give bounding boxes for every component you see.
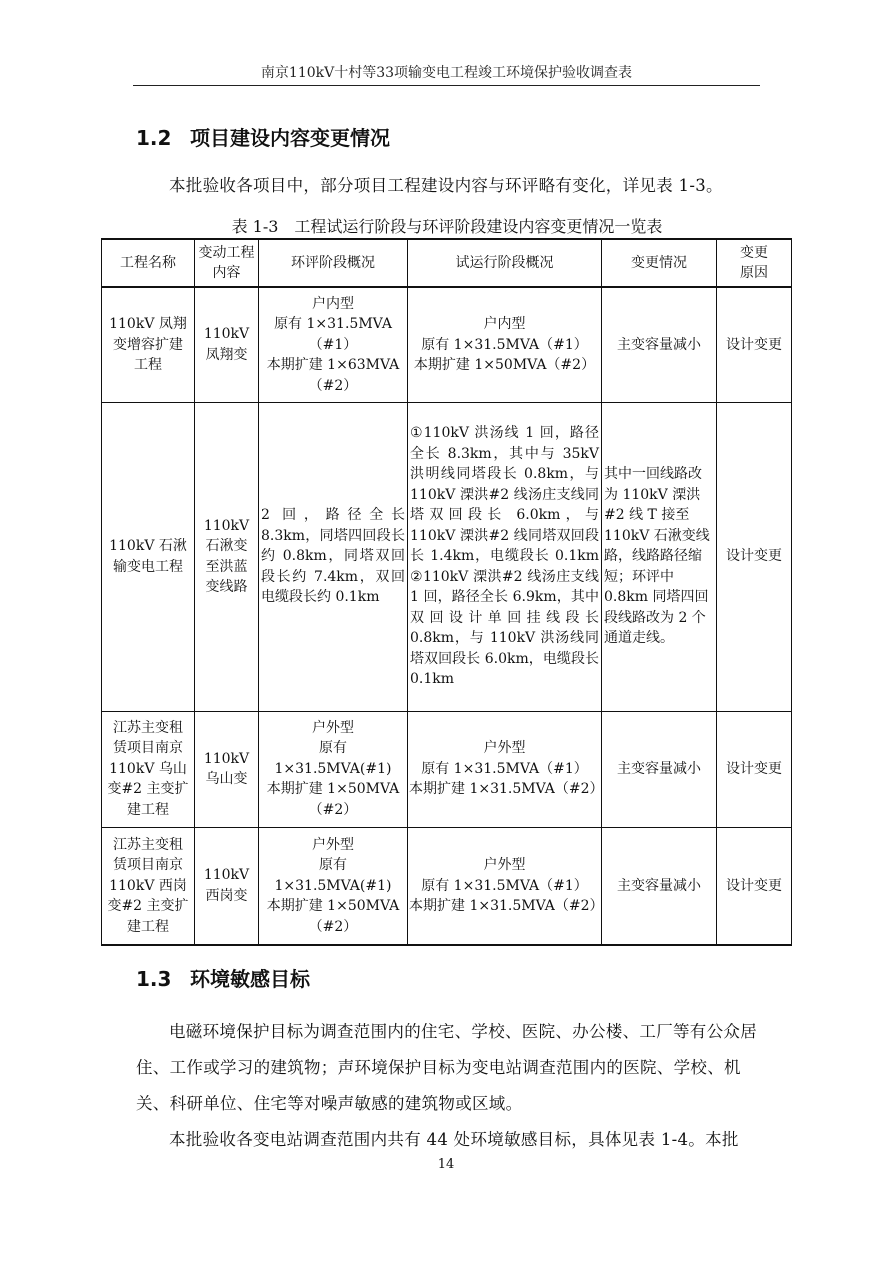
cell-item: 110kV 乌山变	[195, 711, 259, 827]
col-header-eia: 环评阶段概况	[259, 239, 408, 287]
cell-eia: 户内型 原有 1×31.5MVA （#1） 本期扩建 1×63MVA （#2）	[259, 287, 408, 402]
table-row	[102, 827, 792, 945]
section-1-2-heading	[136, 122, 390, 151]
col-header-changed-item: 变动工程 内容	[195, 239, 259, 287]
section-number: 1.2	[136, 126, 172, 150]
table-caption: 表 1-3 工程试运行阶段与环评阶段建设内容变更情况一览表	[231, 217, 663, 236]
change-table	[101, 238, 792, 946]
cell-eia: 2 回，路径全长 8.3km，同塔四回段长约 0.8km，同塔双回段长约 7.4km，双回电缆段长约 0.1km	[259, 402, 408, 711]
cell-reason: 设计变更	[717, 711, 792, 827]
page-number: 14	[437, 1157, 455, 1172]
cell-eia: 户外型 原有 1×31.5MVA(#1) 本期扩建 1×50MVA （#2）	[259, 827, 408, 945]
cell-item: 110kV 石湫变 至洪蓝 变线路	[195, 402, 259, 711]
cell-project: 110kV 凤翔 变增容扩建 工程	[102, 287, 195, 402]
cell-reason: 设计变更	[717, 287, 792, 402]
cell-trial: 户内型 原有 1×31.5MVA（#1） 本期扩建 1×50MVA（#2）	[408, 287, 602, 402]
cell-trial: 户外型 原有 1×31.5MVA（#1） 本期扩建 1×31.5MVA（#2）	[408, 711, 602, 827]
table-row	[102, 711, 792, 827]
cell-trial: ①110kV 洪汤线 1 回，路径全长 8.3km，其中与 35kV 洪明线同塔段长 0.8km，与 110kV 溧洪#2 线汤庄支线同塔双回段长 6.0km，与 110kV 溧洪#2 线同塔双回段长 1.4km，电缆段长 0.1km ②110kV 溧洪#2 线汤庄支线 1 回，路径全长 6.9km，其中双回设计单回挂线段长 0.8km，与 110kV 洪汤线同塔双回段长 6.0km，电缆段长 0.1km	[408, 402, 602, 711]
cell-trial: 户外型 原有 1×31.5MVA（#1） 本期扩建 1×31.5MVA（#2）	[408, 827, 602, 945]
cell-reason: 设计变更	[717, 402, 792, 711]
sensitive-count-paragraph: 本批验收各变电站调查范围内共有 44 处环境敏感目标，具体见表 1-4。本批	[169, 1130, 739, 1149]
cell-change: 主变容量减小	[602, 287, 717, 402]
sensitive-targets-paragraph: 电磁环境保护目标为调查范围内的住宅、学校、医院、办公楼、工厂等有公众居住、工作或学习的建筑物；声环境保护目标为变电站调查范围内的医院、学校、机关、科研单位、住宅等对噪声敏感的建筑物或区域。	[136, 1022, 757, 1113]
cell-reason: 设计变更	[717, 827, 792, 945]
table-row	[102, 287, 792, 402]
cell-project: 110kV 石湫 输变电工程	[102, 402, 195, 711]
cell-eia: 户外型 原有 1×31.5MVA(#1) 本期扩建 1×50MVA （#2）	[259, 711, 408, 827]
intro-paragraph: 本批验收各项目中，部分项目工程建设内容与环评略有变化，详见表 1-3。	[169, 176, 723, 195]
cell-change: 主变容量减小	[602, 711, 717, 827]
table-row	[102, 402, 792, 711]
cell-project: 江苏主变租 赁项目南京 110kV 西岗 变#2 主变扩 建工程	[102, 827, 195, 945]
section-number: 1.3	[136, 967, 172, 991]
cell-item: 110kV 凤翔变	[195, 287, 259, 402]
cell-project: 江苏主变租 赁项目南京 110kV 乌山 变#2 主变扩 建工程	[102, 711, 195, 827]
col-header-reason: 变更 原因	[717, 239, 792, 287]
cell-change: 主变容量减小	[602, 827, 717, 945]
section-1-3-heading	[136, 963, 310, 992]
section-title: 项目建设内容变更情况	[190, 126, 390, 150]
col-header-change: 变更情况	[602, 239, 717, 287]
page-header: 南京110kV十村等33项输变电工程竣工环境保护验收调查表	[133, 62, 760, 86]
cell-change: 其中一回线路改为 110kV 溧洪#2 线 T 接至 110kV 石湫变线路，线路路径缩短；环评中 0.8km 同塔四回段线路改为 2 个通道走线。	[602, 402, 717, 711]
col-header-project: 工程名称	[102, 239, 195, 287]
col-header-trial: 试运行阶段概况	[408, 239, 602, 287]
section-title: 环境敏感目标	[190, 967, 310, 991]
table-header-row	[102, 239, 792, 287]
cell-item: 110kV 西岗变	[195, 827, 259, 945]
